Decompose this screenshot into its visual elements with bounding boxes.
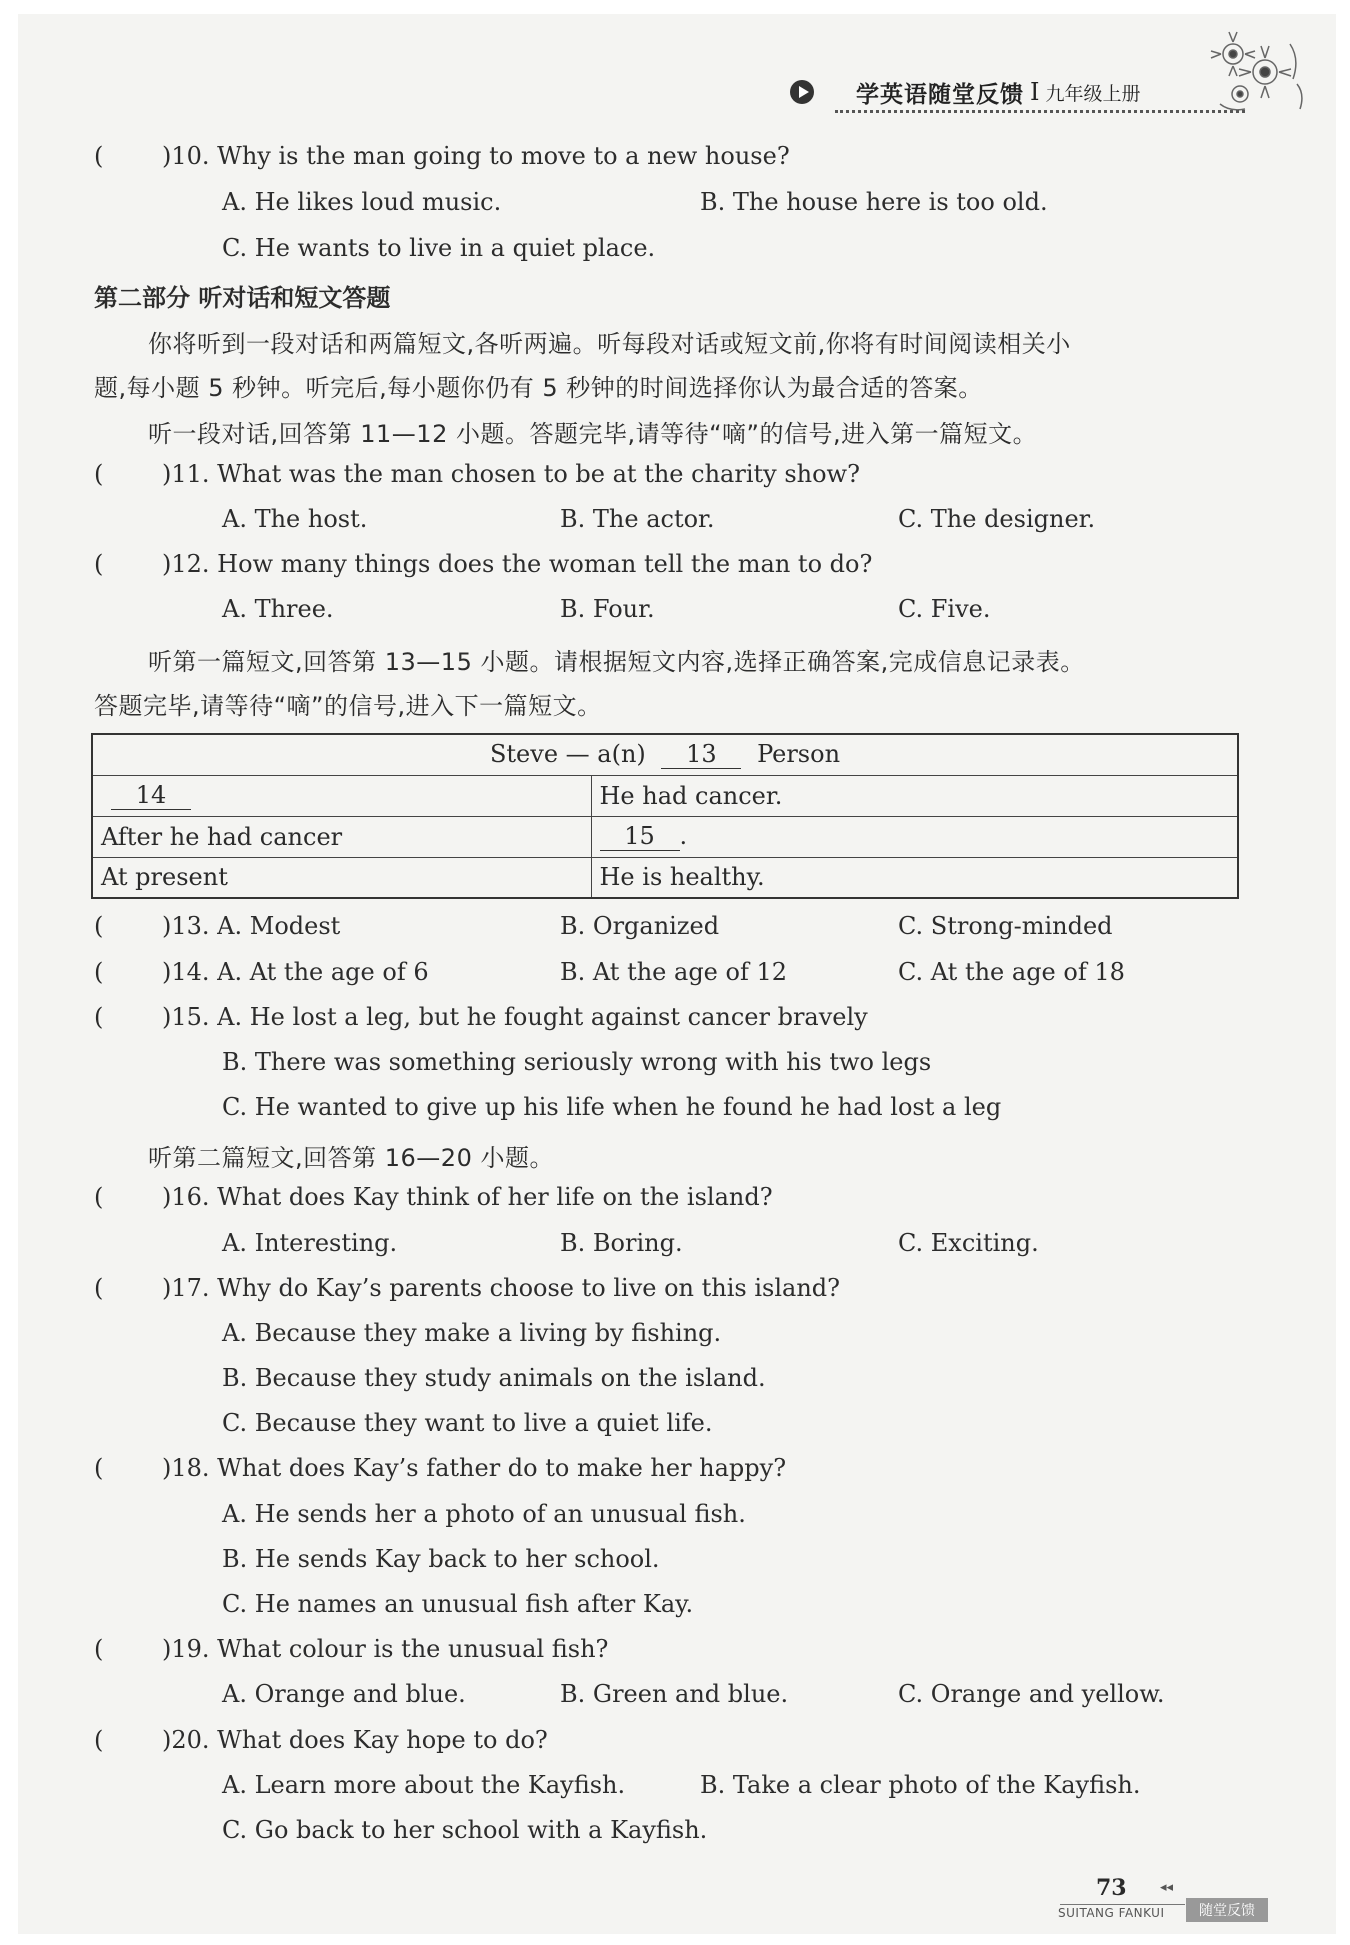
table-cell-left: After he had cancer (92, 816, 591, 857)
question-19-stem: )19. What colour is the unusual fish? (162, 1635, 609, 1663)
question-16-option-a: A. Interesting. (222, 1229, 398, 1257)
section-title: 第二部分 听对话和短文答题 (94, 284, 391, 312)
question-19-option-b: B. Green and blue. (560, 1680, 789, 1708)
header-divider (835, 110, 1245, 113)
table-row (92, 857, 1238, 898)
question-20-option-c: C. Go back to her school with a Kayfish. (222, 1816, 708, 1844)
book-title: 学英语随堂反馈 (856, 81, 1024, 108)
section-instructions-line-1: 你将听到一段对话和两篇短文,各听两遍。听每段对话或短文前,你将有时间阅读相关小 (148, 330, 1071, 358)
blank-13[interactable]: 13 (661, 740, 741, 769)
table-header-prefix: Steve — a(n) (489, 740, 646, 769)
question-16-option-b: B. Boring. (560, 1229, 683, 1257)
footer-divider (1060, 1904, 1185, 1905)
book-grade: 九年级上册 (1045, 82, 1141, 105)
question-13-option-b: B. Organized (560, 912, 720, 940)
answer-paren-11[interactable]: ( (94, 460, 104, 488)
table-header-suffix: Person (757, 740, 841, 769)
question-18-option-b: B. He sends Kay back to her school. (222, 1545, 660, 1573)
answer-paren-18[interactable]: ( (94, 1454, 104, 1482)
page-header (790, 74, 1141, 110)
question-11-option-b: B. The actor. (560, 505, 715, 533)
question-10-stem: )10. Why is the man going to move to a new house? (162, 142, 790, 170)
passage-2-instructions: 听第二篇短文,回答第 16—20 小题。 (148, 1144, 554, 1172)
table-cell-right: He had cancer. (591, 775, 1238, 816)
question-20-option-b: B. Take a clear photo of the Kayfish. (700, 1771, 1141, 1799)
answer-paren-13[interactable]: ( (94, 912, 104, 940)
question-14-option-a: )14. A. At the age of 6 (162, 958, 429, 986)
question-10-option-c: C. He wants to live in a quiet place. (222, 234, 656, 262)
answer-paren-17[interactable]: ( (94, 1274, 104, 1302)
blank-15[interactable]: 15 (600, 822, 680, 851)
table-header-cell (92, 734, 1238, 775)
answer-paren-19[interactable]: ( (94, 1635, 104, 1663)
question-15-option-a: )15. A. He lost a leg, but he fought against cancer bravely (162, 1003, 868, 1031)
table-cell-left: At present (92, 857, 591, 898)
question-15-option-c: C. He wanted to give up his life when he found he had lost a leg (222, 1093, 1002, 1121)
question-18-option-c: C. He names an unusual fish after Kay. (222, 1590, 694, 1618)
question-14-option-c: C. At the age of 18 (898, 958, 1125, 986)
question-11-option-c: C. The designer. (898, 505, 1096, 533)
question-12-stem: )12. How many things does the woman tell the man to do? (162, 550, 873, 578)
answer-paren-14[interactable]: ( (94, 958, 104, 986)
passage-1-instructions-line-1: 听第一篇短文,回答第 13—15 小题。请根据短文内容,选择正确答案,完成信息记录表。 (148, 648, 1085, 676)
answer-paren-16[interactable]: ( (94, 1183, 104, 1211)
question-11-stem: )11. What was the man chosen to be at the charity show? (162, 460, 860, 488)
question-18-option-a: A. He sends her a photo of an unusual fish. (222, 1500, 746, 1528)
answer-paren-10[interactable]: ( (94, 142, 104, 170)
question-10-option-b: B. The house here is too old. (700, 188, 1048, 216)
page-number: 73 (1096, 1875, 1127, 1901)
double-arrow-icon: ◂◂ (1160, 1880, 1174, 1895)
table-header-row (92, 734, 1238, 775)
answer-paren-12[interactable]: ( (94, 550, 104, 578)
table-cell-left (92, 775, 591, 816)
footer-badge: 随堂反馈 (1186, 1898, 1268, 1922)
question-14-option-b: B. At the age of 12 (560, 958, 788, 986)
question-17-option-b: B. Because they study animals on the island. (222, 1364, 766, 1392)
question-17-stem: )17. Why do Kay’s parents choose to live on this island? (162, 1274, 841, 1302)
blank-15-period: . (679, 822, 688, 850)
question-17-option-a: A. Because they make a living by fishing. (222, 1319, 722, 1347)
question-10-option-a: A. He likes loud music. (222, 188, 502, 216)
question-19-option-a: A. Orange and blue. (222, 1680, 466, 1708)
table-cell-right: He is healthy. (591, 857, 1238, 898)
question-12-option-c: C. Five. (898, 595, 991, 623)
question-16-stem: )16. What does Kay think of her life on the island? (162, 1183, 773, 1211)
section-instructions-line-2: 题,每小题 5 秒钟。听完后,每小题你仍有 5 秒钟的时间选择你认为最合适的答案。 (94, 374, 983, 402)
footer-brand: SUITANG FANKUI (1058, 1906, 1165, 1920)
passage-1-instructions-line-2: 答题完毕,请等待“嘀”的信号,进入下一篇短文。 (94, 692, 602, 720)
flower-decoration-icon (1205, 24, 1315, 119)
answer-paren-20[interactable]: ( (94, 1726, 104, 1754)
blank-14[interactable]: 14 (111, 781, 191, 810)
question-13-option-a: )13. A. Modest (162, 912, 341, 940)
question-11-option-a: A. The host. (222, 505, 368, 533)
question-12-option-a: A. Three. (222, 595, 334, 623)
header-separator: I (1030, 78, 1040, 106)
question-20-option-a: A. Learn more about the Kayfish. (222, 1771, 626, 1799)
question-15-option-b: B. There was something seriously wrong with his two legs (222, 1048, 932, 1076)
table-cell-right (591, 816, 1238, 857)
play-icon (790, 80, 814, 104)
table-row (92, 816, 1238, 857)
question-19-option-c: C. Orange and yellow. (898, 1680, 1165, 1708)
info-record-table (91, 733, 1239, 899)
dialog-instructions: 听一段对话,回答第 11—12 小题。答题完毕,请等待“嘀”的信号,进入第一篇短文。 (148, 420, 1038, 448)
question-18-stem: )18. What does Kay’s father do to make her happy? (162, 1454, 787, 1482)
table-row (92, 775, 1238, 816)
question-16-option-c: C. Exciting. (898, 1229, 1039, 1257)
question-12-option-b: B. Four. (560, 595, 655, 623)
answer-paren-15[interactable]: ( (94, 1003, 104, 1031)
question-20-stem: )20. What does Kay hope to do? (162, 1726, 548, 1754)
question-13-option-c: C. Strong-minded (898, 912, 1113, 940)
question-17-option-c: C. Because they want to live a quiet life. (222, 1409, 713, 1437)
